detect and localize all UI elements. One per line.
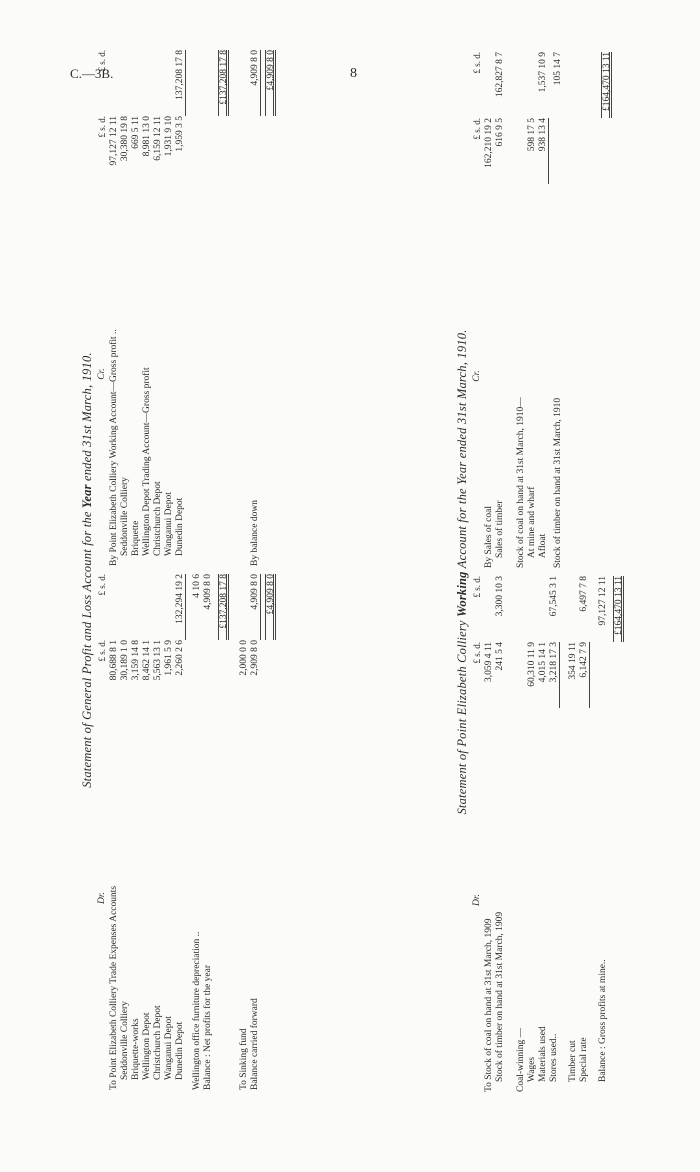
account-row (265, 574, 276, 1090)
row-spacer (506, 576, 516, 1092)
amount-inner (265, 116, 276, 182)
row-label: Wellington office furniture depreciation .. (192, 931, 202, 1090)
row-label: Briquette-works (131, 1018, 141, 1080)
amount-total: 4,909 8 0 (250, 50, 261, 116)
amount-total (586, 52, 597, 118)
amount-total: £164,470 13 11 (601, 52, 612, 118)
row-label: Balance : Gross profits at mine.. (598, 959, 608, 1082)
row-label: Wanganui Depot (164, 1016, 174, 1080)
amount-total: 4 10 6 (192, 574, 202, 598)
account-row (164, 574, 175, 1090)
account-row (553, 52, 564, 568)
credit-rows (484, 52, 612, 568)
account-row (586, 52, 597, 568)
account-row (175, 50, 186, 566)
row-label (601, 184, 612, 568)
row-label: Stock of coal on hand at 31st March, 1910— (516, 397, 526, 568)
amount-inner: 8,981 13 0 (142, 116, 152, 157)
account-row (527, 576, 538, 1092)
account-row (549, 576, 560, 1092)
amount-total (109, 574, 120, 640)
amount-total (564, 52, 575, 118)
row-label (265, 706, 276, 1090)
statement-title (80, 50, 95, 1090)
row-label: Wages (527, 1056, 537, 1082)
amount-inner: 60,310 11 9 (527, 642, 537, 687)
account-row (203, 50, 214, 566)
amount-inner (265, 640, 276, 706)
row-label: Wellington Depot (142, 1012, 152, 1080)
amount-inner (601, 118, 612, 184)
row-label: To Sinking fund (239, 1028, 249, 1090)
row-label (218, 182, 229, 566)
title-part: Year (80, 484, 94, 509)
amount-total (527, 52, 538, 118)
amount-inner: 97,127 12 11 (109, 116, 119, 166)
row-label: Christchurch Depot (153, 1005, 163, 1080)
amount-inner: 354 19 11 (568, 642, 578, 680)
amount-inner: 2,260 2 6 (175, 640, 185, 676)
row-label: To Point Elizabeth Colliery Trade Expenses Accounts (109, 885, 119, 1090)
row-label: Balance carried forward (250, 998, 260, 1090)
row-label (192, 182, 203, 566)
amount-total (120, 574, 131, 640)
account-row (131, 574, 142, 1090)
amount-total: 3,300 10 3 (495, 576, 505, 617)
amount-total (153, 50, 164, 116)
row-label: Stores used.. (549, 1033, 559, 1082)
amount-inner (192, 116, 203, 182)
amount-total (239, 50, 250, 116)
amount-total (538, 576, 549, 642)
row-spacer (229, 50, 239, 566)
row-label: Materials used (538, 1026, 548, 1082)
amount-inner: 241 5 4 (495, 642, 505, 671)
amount-total (203, 50, 214, 116)
credit-rows (109, 50, 276, 566)
debit-rows (484, 576, 624, 1092)
row-label: By Sales of coal (484, 505, 494, 568)
amount-inner: 616 9 5 (495, 118, 505, 147)
money-head: £ s. d. (472, 52, 482, 74)
amount-inner: 1,931 9 10 (164, 116, 174, 157)
money-head: £ s. d. (97, 640, 107, 662)
amount-total (131, 574, 142, 640)
row-label: Christchurch Depot (153, 481, 163, 556)
amount-inner (586, 118, 597, 184)
amount-inner (564, 118, 575, 184)
row-label: By balance down (250, 500, 260, 566)
amount-inner (218, 640, 229, 706)
title-part: Statement of Point Elizabeth Colliery (455, 617, 469, 815)
amount-total (568, 576, 579, 642)
account-row (495, 52, 506, 568)
page-number: 8 (350, 66, 357, 81)
account-row (484, 576, 495, 1092)
account-row (109, 574, 120, 1090)
amount-inner (516, 642, 527, 708)
credit-side (472, 52, 624, 572)
amount-inner: 8,462 14 1 (142, 640, 152, 681)
amount-inner: 1,961 5 9 (164, 640, 174, 676)
amount-inner (218, 116, 229, 182)
amount-inner: 938 13 4 (538, 118, 549, 184)
amount-total: £4,909 8 0 (265, 50, 276, 116)
amount-inner (516, 118, 527, 184)
amount-inner: 598 17 5 (527, 118, 537, 152)
account-row (601, 52, 612, 568)
amount-inner: 30,189 1 0 (120, 640, 130, 681)
row-label: Sales of timber (495, 500, 505, 558)
row-label (564, 184, 575, 568)
row-label: Afloat (538, 533, 548, 558)
money-head: £ s. d. (97, 116, 107, 138)
amount-total: 67,545 3 1 (549, 576, 559, 617)
amount-inner (598, 642, 609, 708)
amount-total: £137,208 17 8 (218, 50, 229, 116)
amount-total: 1,537 10 9 (538, 52, 548, 93)
amount-inner (203, 640, 214, 706)
amount-total: 162,827 8 7 (495, 52, 505, 98)
row-label (575, 184, 586, 568)
amount-total: £4,909 8 0 (265, 574, 276, 640)
account-row (516, 576, 527, 1092)
amount-inner (553, 118, 564, 184)
row-spacer (506, 52, 516, 568)
row-label (218, 706, 229, 1090)
amount-inner: 30,380 19 8 (120, 116, 130, 162)
colliery-working-account-statement (455, 52, 624, 1092)
amount-inner: 3,059 4 11 (484, 642, 494, 683)
amount-total (120, 50, 131, 116)
amount-total: 4,909 8 0 (250, 574, 261, 640)
row-label: Dunedin Depot (175, 497, 185, 556)
account-row (175, 574, 186, 1090)
amount-inner: 4,015 14 1 (538, 642, 548, 683)
row-label: Coal-winning — (516, 1027, 526, 1092)
row-label (613, 708, 624, 1092)
row-label: Stock of timber on hand at 31st March, 1910 (553, 397, 563, 568)
debit-side (97, 570, 276, 1090)
account-row (484, 52, 495, 568)
amount-total (575, 52, 586, 118)
amount-inner (613, 642, 624, 708)
amount-inner (575, 118, 586, 184)
amount-total (164, 50, 175, 116)
row-label: To Stock of coal on hand at 31st March, 1909 (484, 918, 494, 1092)
row-label: Wanganui Depot (164, 492, 174, 556)
amount-inner: 2,909 8 0 (250, 640, 260, 676)
title-part: ended 31st March, 1910. (80, 352, 94, 485)
cr-label: Cr. (97, 368, 107, 380)
amount-inner: 6,159 12 11 (153, 116, 163, 161)
account-row (109, 50, 120, 566)
account-row (120, 50, 131, 566)
row-spacer (560, 576, 568, 1092)
doc-reference: C.—3B. (70, 66, 114, 81)
account-row (598, 576, 609, 1092)
row-label: Balance : Net profits for the year (203, 964, 213, 1090)
money-head: £ s. d. (472, 642, 482, 664)
row-label (265, 182, 276, 566)
dr-label: Dr. (97, 892, 107, 904)
account-row (131, 50, 142, 566)
account-row (192, 574, 203, 1090)
row-label: Briquette (131, 520, 141, 556)
amount-inner (203, 116, 214, 182)
account-row (153, 574, 164, 1090)
row-label: Timber cut (568, 1040, 578, 1082)
account-row (538, 576, 549, 1092)
account-row (265, 50, 276, 566)
title-part: Statement of General Profit and Loss Account for the (80, 508, 94, 788)
title-part: Account for the Year ended 31st March, 1910. (455, 329, 469, 572)
amount-total: 132,294 19 2 (175, 574, 186, 640)
amount-total (192, 50, 203, 116)
amount-total (527, 576, 538, 642)
amount-total (142, 574, 153, 640)
account-row (164, 50, 175, 566)
account-row (192, 50, 203, 566)
amount-inner (250, 116, 261, 182)
amount-total (153, 574, 164, 640)
amount-inner: 80,688 8 1 (109, 640, 119, 681)
money-head: £ s. d. (97, 50, 107, 72)
amount-inner (239, 116, 250, 182)
amount-inner: 5,563 13 1 (153, 640, 163, 681)
account-row (516, 52, 527, 568)
amount-total (142, 50, 153, 116)
amount-total (164, 574, 175, 640)
row-label (239, 182, 250, 566)
amount-inner: 3,218 17 3 (549, 642, 560, 708)
amount-inner (192, 640, 203, 706)
cr-label: Cr. (472, 370, 482, 382)
debit-rows (109, 574, 276, 1090)
amount-inner: 1,959 3 5 (175, 116, 185, 152)
row-label: Dunedin Depot (175, 1021, 185, 1080)
account-row (564, 52, 575, 568)
amount-total (239, 574, 250, 640)
row-spacer (229, 574, 239, 1090)
account-row (153, 50, 164, 566)
account-row (527, 52, 538, 568)
amount-total (131, 50, 142, 116)
row-label: At mine and wharf (527, 486, 537, 558)
amount-inner: 162,210 19 2 (484, 118, 494, 168)
money-head: £ s. d. (472, 576, 482, 598)
amount-total (484, 576, 495, 642)
dr-label: Dr. (472, 894, 482, 906)
amount-total: 6,497 7 8 (579, 576, 589, 612)
account-row (250, 50, 261, 566)
row-label (586, 184, 597, 568)
amount-inner: 3,159 14 8 (131, 640, 141, 681)
money-head: £ s. d. (472, 118, 482, 140)
row-label: Special rate (579, 1037, 589, 1082)
amount-total (516, 52, 527, 118)
account-row (218, 50, 229, 566)
row-spacer (590, 576, 598, 1092)
amount-total: £164,470 13 11 (613, 576, 624, 642)
account-row (239, 50, 250, 566)
debit-side (472, 572, 624, 1092)
amount-total (484, 52, 495, 118)
row-label: By Point Elizabeth Colliery Working Account—Gross profit .. (109, 329, 119, 566)
row-label: Stock of timber on hand at 31st March, 1909 (495, 911, 505, 1082)
account-row (538, 52, 549, 568)
amount-total (516, 576, 527, 642)
amount-total: £137,208 17 8 (218, 574, 229, 640)
amount-total: 137,208 17 8 (175, 50, 186, 116)
account-row (613, 576, 624, 1092)
account-row (575, 52, 586, 568)
account-row (120, 574, 131, 1090)
row-label (203, 182, 214, 566)
amount-inner: 2,000 0 0 (239, 640, 249, 676)
title-part: Working (455, 571, 469, 617)
account-row (568, 576, 579, 1092)
account-row (495, 576, 506, 1092)
amount-inner: 6,142 7 9 (579, 642, 590, 708)
row-label: Seddonville Colliery (120, 1001, 130, 1080)
row-label: Wellington Depot Trading Account—Gross profit (142, 367, 152, 556)
amount-inner: 669 5 11 (131, 116, 141, 149)
amount-total: 97,127 12 11 (598, 576, 608, 626)
account-row (203, 574, 214, 1090)
general-profit-loss-statement (80, 50, 276, 1090)
credit-side (97, 50, 276, 570)
account-row (239, 574, 250, 1090)
account-row (250, 574, 261, 1090)
row-label: Seddonville Colliery (120, 477, 130, 556)
statement-title (455, 52, 470, 1092)
account-row (142, 50, 153, 566)
amount-total: 4,909 8 0 (203, 574, 213, 610)
account-row (579, 576, 590, 1092)
amount-total: 105 14 7 (553, 52, 563, 86)
money-head: £ s. d. (97, 574, 107, 596)
account-row (218, 574, 229, 1090)
amount-total (109, 50, 120, 116)
account-row (142, 574, 153, 1090)
